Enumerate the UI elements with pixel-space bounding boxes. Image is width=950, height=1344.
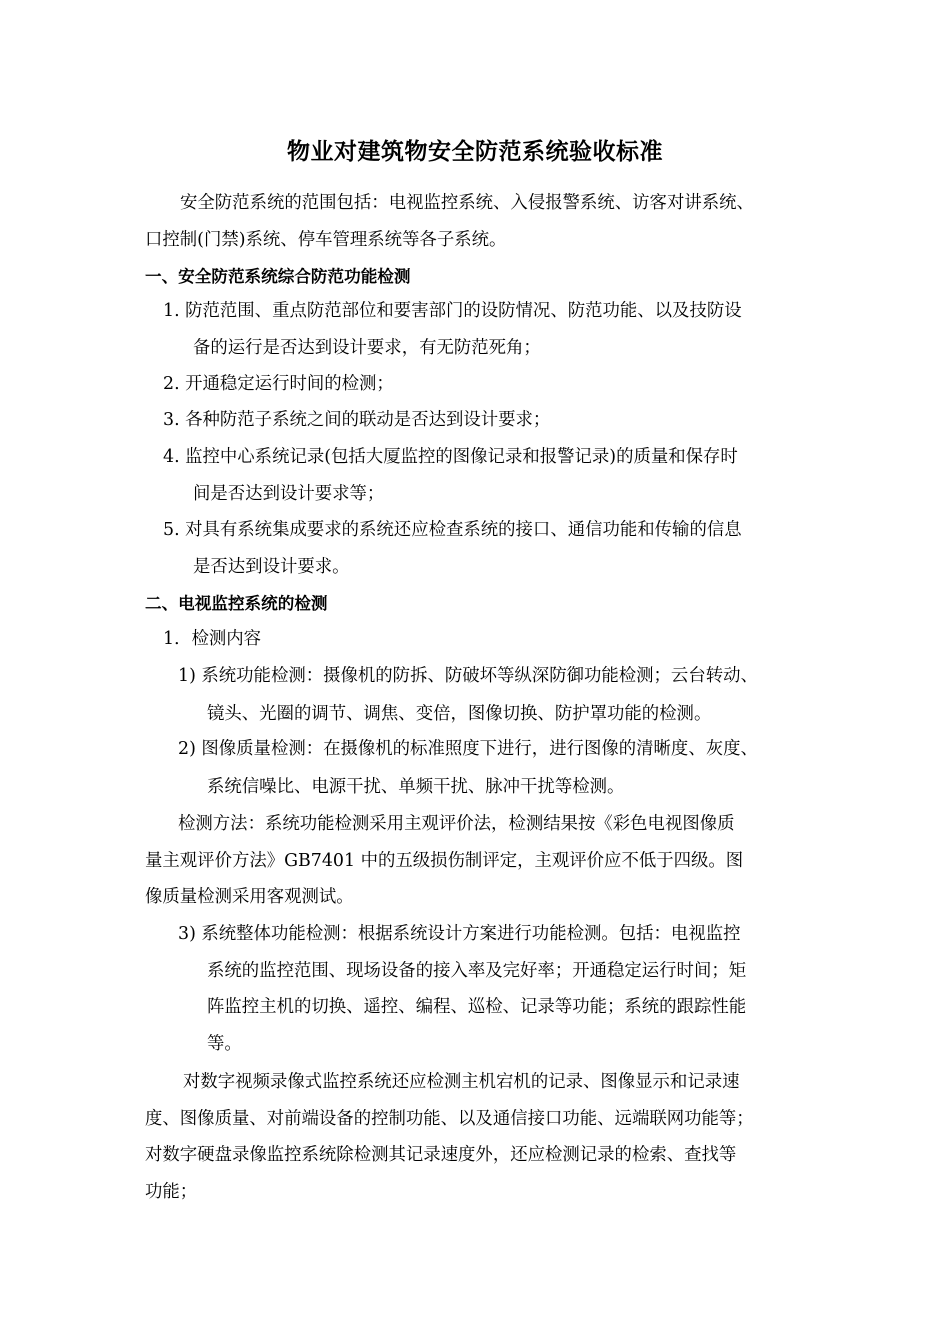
paragraph-line: 功能； (145, 1182, 198, 1202)
list-item-continuation: 备的运行是否达到设计要求，有无防范死角； (193, 338, 541, 358)
list-item: 1) 系统功能检测：摄像机的防拆、防破坏等纵深防御功能检测；云台转动、 (178, 666, 758, 686)
list-item: 2. 开通稳定运行时间的检测； (163, 374, 394, 394)
paragraph-line: 检测方法：系统功能检测采用主观评价法，检测结果按《彩色电视图像质 (178, 814, 735, 834)
list-item: 4. 监控中心系统记录(包括大厦监控的图像记录和报警记录)的质量和保存时 (163, 447, 738, 467)
list-item: 5. 对具有系统集成要求的系统还应检查系统的接口、通信功能和传输的信息 (163, 520, 742, 540)
page-title: 物业对建筑物安全防范系统验收标准 (287, 139, 663, 165)
list-item: 2) 图像质量检测：在摄像机的标准照度下进行，进行图像的清晰度、灰度、 (178, 739, 758, 759)
paragraph-line: 量主观评价方法》GB7401 中的五级损伤制评定，主观评价应不低于四级。图 (145, 851, 744, 871)
list-item-continuation: 是否达到设计要求。 (193, 557, 350, 577)
list-item-continuation: 系统的监控范围、现场设备的接入率及完好率；开通稳定运行时间；矩 (207, 961, 747, 981)
list-item-continuation: 等。 (207, 1034, 242, 1054)
paragraph-line: 像质量检测采用客观测试。 (145, 887, 354, 907)
paragraph-line: 对数字视频录像式监控系统还应检测主机宕机的记录、图像显示和记录速 (183, 1072, 740, 1092)
intro-text-line: 安全防范系统的范围包括：电视监控系统、入侵报警系统、访客对讲系统、 (180, 193, 754, 213)
list-item-continuation: 阵监控主机的切换、遥控、编程、巡检、记录等功能；系统的跟踪性能 (207, 997, 747, 1017)
list-item: 3) 系统整体功能检测：根据系统设计方案进行功能检测。包括：电视监控 (178, 924, 741, 944)
list-item: 1. 防范范围、重点防范部位和要害部门的设防情况、防范功能、以及技防设 (163, 301, 742, 321)
section-heading: 一、安全防范系统综合防范功能检测 (145, 267, 411, 286)
list-item-continuation: 系统信噪比、电源干扰、单频干扰、脉冲干扰等检测。 (207, 777, 625, 797)
list-item-continuation: 间是否达到设计要求等； (193, 484, 385, 504)
paragraph-line: 度、图像质量、对前端设备的控制功能、以及通信接口功能、远端联网功能等； (145, 1109, 754, 1129)
paragraph-line: 对数字硬盘录像监控系统除检测其记录速度外，还应检测记录的检索、查找等 (145, 1145, 737, 1165)
intro-text-line: 口控制(门禁)系统、停车管理系统等各子系统。 (145, 230, 507, 250)
section-heading: 二、电视监控系统的检测 (145, 594, 328, 613)
list-item: 3. 各种防范子系统之间的联动是否达到设计要求； (163, 410, 551, 430)
list-item-continuation: 镜头、光圈的调节、调焦、变倍，图像切换、防护罩功能的检测。 (207, 704, 712, 724)
subsection-heading: 1．检测内容 (163, 629, 262, 649)
